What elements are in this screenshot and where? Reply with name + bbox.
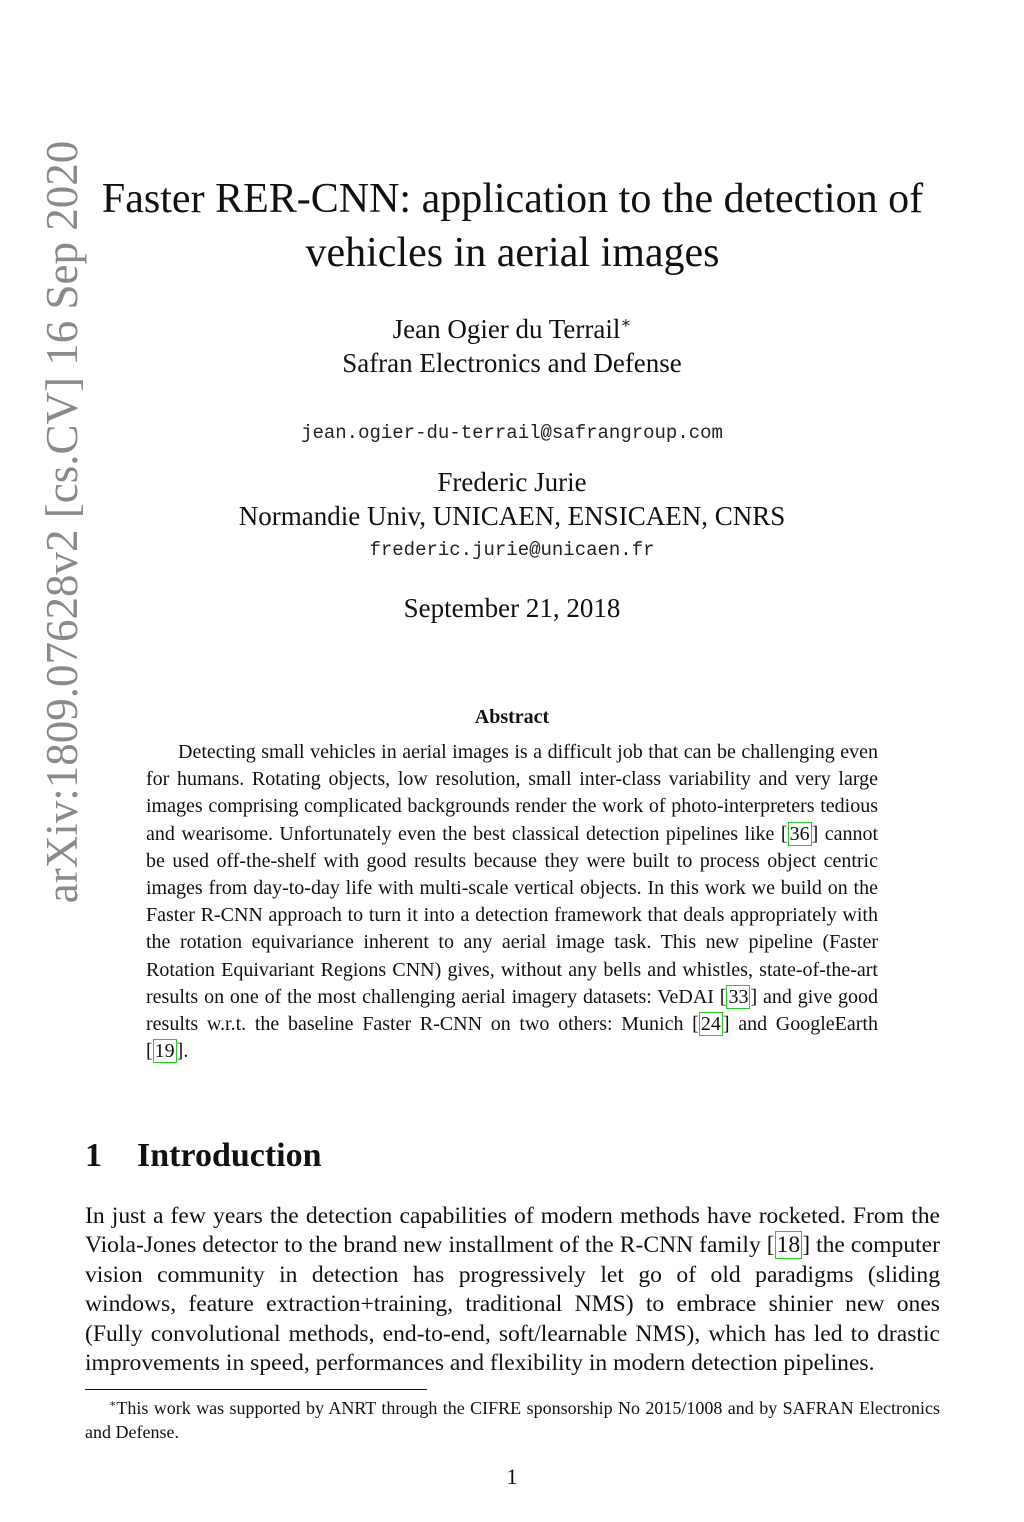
author-name bbox=[100, 465, 924, 499]
author-name bbox=[100, 312, 924, 346]
page-number: 1 bbox=[506, 1464, 518, 1489]
citation-link[interactable]: 36 bbox=[789, 822, 810, 845]
citation-link[interactable]: 18 bbox=[776, 1232, 801, 1259]
abstract-paragraph: Detecting small vehicles in aerial images is a difficult job that can be challenging even for humans. Rotating objects, low resolution, small inter-class variability and very large images comprising complicated backgrounds render the work of photo-interpreters tedious and wearisome. Unfortunately even the best classical detection pipelines like [ 36 ] cannot be used off-the-shelf with good results because they were built to process object centric images from day-to-day life with multi-scale vertical objects. In this work we build on the Faster R-CNN approach to turn it into a detection framework that deals appropriately with the rotation equivariance inherent to any aerial image task. This new pipeline (Faster Rotation Equivariant Regions CNN) gives, without any bells and whistles, state-of-the-art results on one of the most challenging aerial imagery datasets: VeDAI [ 33 ] and give good results w.r.t. the baseline Faster R-CNN on two others: Munich [ 24 ] and GoogleEarth [ 19 ]. bbox=[146, 741, 878, 1063]
arxiv-sidebar-stamp: arXiv:1809.07628v2 [cs.CV] 16 Sep 2020 bbox=[37, 140, 87, 904]
author-block-2 bbox=[100, 465, 924, 563]
footnote-mark: ∗ bbox=[109, 1398, 117, 1410]
abstract-text: and GoogleEarth bbox=[729, 1013, 878, 1036]
author-name-text: Frederic Jurie bbox=[437, 467, 587, 497]
section-heading-introduction bbox=[85, 1133, 322, 1179]
author-email[interactable]: frederic.jurie@unicaen.fr bbox=[369, 539, 655, 561]
footnote-divider bbox=[85, 1389, 427, 1390]
footnote-mark: ∗ bbox=[620, 314, 632, 332]
abstract-heading: Abstract bbox=[474, 706, 550, 728]
citation-link[interactable]: 24 bbox=[700, 1013, 721, 1036]
abstract-text: and give good results w.r.t. the baseline Faster R-CNN on two others: Munich bbox=[146, 985, 878, 1036]
paper-date: September 21, 2018 bbox=[403, 593, 621, 623]
author-block-1 bbox=[100, 312, 924, 446]
author-email[interactable]: jean.ogier-du-terrail@safrangroup.com bbox=[301, 422, 723, 444]
abstract-text: cannot be used off-the-shelf with good results because they were built to process object centric images from day-to-day life with multi-scale vertical objects. In this work we build on the Faster R-CNN approach to turn it into a detection framework that deals appropriately with the rotation equivariance inherent to any aerial image task. This new pipeline (Faster Rotation Equivariant Regions CNN) gives, without any bells and whistles, state-of-the-art results on one of the most challenging aerial imagery datasets: VeDAI bbox=[146, 822, 878, 1008]
abstract-text: . bbox=[183, 1040, 189, 1063]
section-title: Introduction bbox=[137, 1137, 322, 1174]
author-affiliation: Normandie Univ, UNICAEN, ENSICAEN, CNRS bbox=[238, 501, 786, 531]
abstract-text: Detecting small vehicles in aerial images is a difficult job that can be challenging even for humans. Rotating objects, low resolution, small inter-class variability and very large images comprising complicated backgrounds render the work of photo-interpreters tedious and wearisome. Unfortunately even the best classical detection pipelines like bbox=[146, 741, 878, 845]
introduction-text: the computer vision community in detection has progressively let go of old paradigms (sliding windows, feature extraction+training, traditional NMS) to embrace shinier new ones (Fully convolutional methods, end-to-end, soft/learnable NMS), which has led to drastic improvements in speed, performances and flexibility in modern detection pipelines. bbox=[85, 1232, 940, 1377]
author-affiliation: Safran Electronics and Defense bbox=[342, 348, 682, 378]
footnote-text: This work was supported by ANRT through the CIFRE sponsorship No 2015/1008 and by SAFRAN Electronics and Defense. bbox=[85, 1398, 940, 1442]
paper-title: Faster RER-CNN: application to the detection of vehicles in aerial images bbox=[101, 176, 924, 276]
author-name-text: Jean Ogier du Terrail bbox=[392, 314, 621, 344]
introduction-paragraph: In just a few years the detection capabilities of modern methods have rocketed. From the Viola-Jones detector to the brand new installment of the R-CNN family [18] the computer vision community in detection has progressively let go of old paradigms (sliding windows, feature extraction+training, traditional NMS) to embrace shinier new ones (Fully convolutional methods, end-to-end, soft/learnable NMS), which has led to drastic improvements in speed, performances and flexibility in modern detection pipelines. bbox=[85, 1203, 940, 1377]
introduction-text: In just a few years the detection capabilities of modern methods have rocketed. From the Viola-Jones detector to the brand new installment of the R-CNN family bbox=[85, 1203, 940, 1259]
citation-link[interactable]: 19 bbox=[154, 1040, 175, 1063]
section-number: 1 bbox=[85, 1137, 102, 1174]
footnote bbox=[85, 1396, 940, 1444]
citation-link[interactable]: 33 bbox=[728, 985, 749, 1008]
